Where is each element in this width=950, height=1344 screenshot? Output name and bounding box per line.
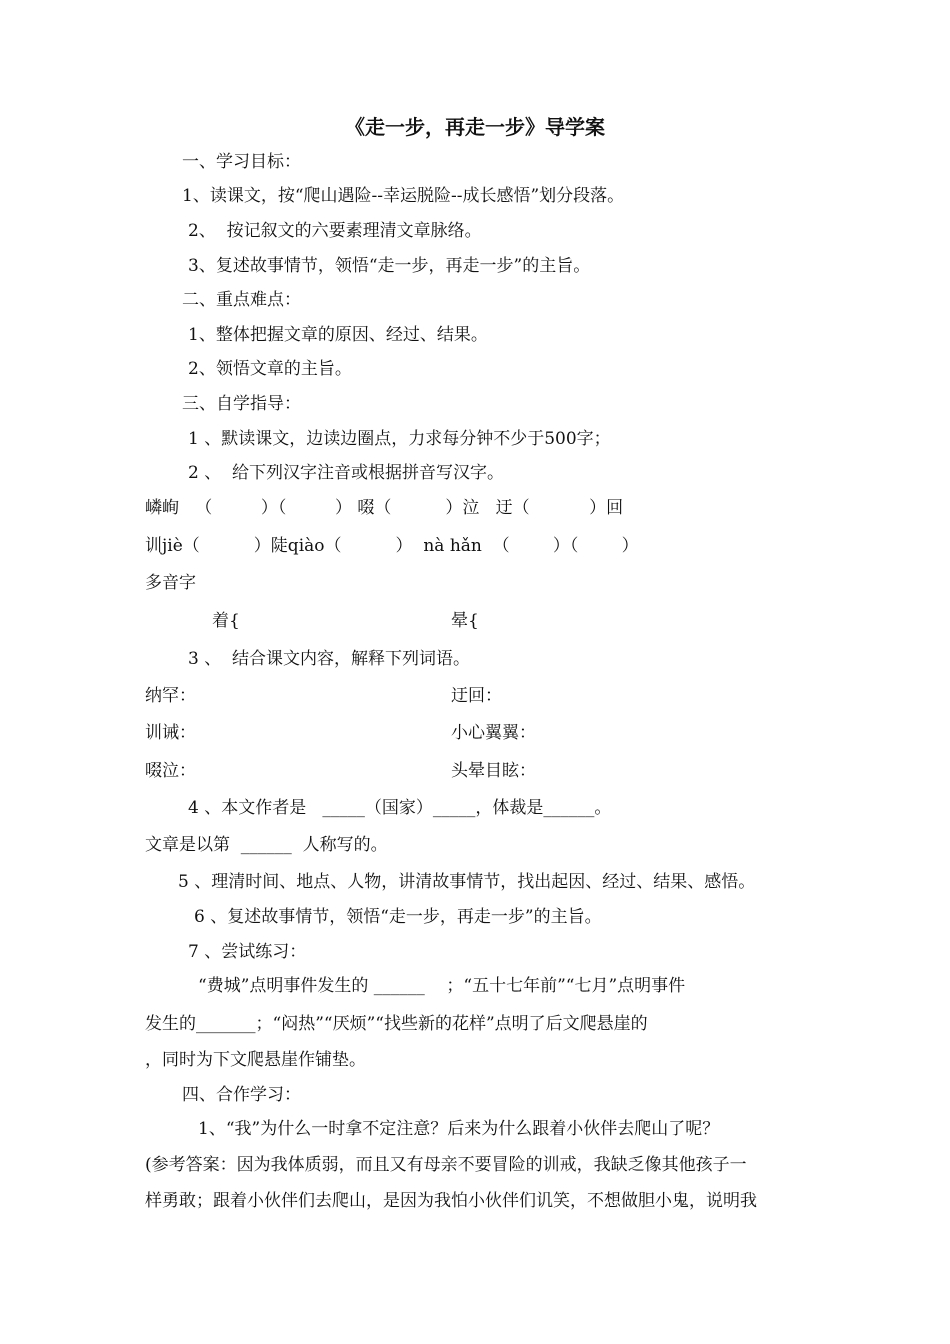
polyphone-item: 着{: [212, 611, 240, 631]
vocab-term: 纳罕：: [145, 686, 196, 706]
objective-item: 2、 按记叙文的六要素理清文章脉络。: [188, 221, 482, 241]
polyphone-item: 晕{: [451, 611, 479, 631]
key-point-item: 1、整体把握文章的原因、经过、结果。: [188, 325, 488, 345]
polyphone-label: 多音字: [145, 573, 196, 593]
guide-item-4: 4 、本文作者是 _____（国家）_____，体裁是______。: [188, 798, 612, 818]
answer-line: 样勇敢；跟着小伙伴们去爬山，是因为我怕小伙伴们讥笑，不想做胆小鬼，说明我: [145, 1191, 757, 1211]
answer-line: (参考答案：因为我体质弱，而且又有母亲不要冒险的训戒，我缺乏像其他孩子一: [145, 1155, 747, 1175]
guide-item-6: 6 、复述故事情节，领悟“走一步，再走一步”的主旨。: [194, 907, 602, 927]
pinyin-row-1: 嶙峋 （ ）（ ） 啜（ ）泣 迂（ ）回: [145, 498, 624, 518]
section-1-heading: 一、学习目标：: [182, 152, 301, 172]
practice-line: 发生的_______；“闷热”“厌烦”“找些新的花样”点明了后文爬悬崖的: [145, 1014, 648, 1034]
vocab-term: 迂回：: [451, 686, 502, 706]
practice-line: ，同时为下文爬悬崖作铺垫。: [145, 1050, 366, 1070]
guide-item-4-cont: 文章是以第 ______ 人称写的。: [145, 835, 388, 855]
guide-item-2: 2 、 给下列汉字注音或根据拼音写汉字。: [188, 463, 505, 483]
question-1: 1、“我”为什么一时拿不定注意？后来为什么跟着小伙伴去爬山了呢？: [198, 1119, 720, 1139]
guide-item-5: 5 、理清时间、地点、人物，讲清故事情节，找出起因、经过、结果、感悟。: [178, 872, 756, 892]
section-4-heading: 四、合作学习：: [182, 1085, 301, 1105]
guide-item-3: 3 、 结合课文内容，解释下列词语。: [188, 649, 471, 669]
section-3-heading: 三、自学指导：: [182, 394, 301, 414]
guide-item-1: 1 、默读课文，边读边圈点，力求每分钟不少于500字；: [188, 429, 611, 449]
objective-item: 1、读课文，按“爬山遇险--幸运脱险--成长感悟”划分段落。: [182, 186, 625, 206]
document-title: 《走一步，再走一步》导学案: [345, 115, 605, 139]
guide-item-7: 7 、尝试练习：: [188, 942, 307, 962]
section-2-heading: 二、重点难点：: [182, 290, 301, 310]
vocab-term: 小心翼翼：: [451, 723, 536, 743]
vocab-term: 头晕目眩：: [451, 761, 536, 781]
practice-line: “费城”点明事件发生的 ______ ；“五十七年前”“七月”点明事件: [198, 976, 686, 996]
vocab-term: 训诫：: [145, 723, 196, 743]
key-point-item: 2、领悟文章的主旨。: [188, 359, 352, 379]
vocab-term: 啜泣：: [145, 761, 196, 781]
objective-item: 3、复述故事情节，领悟“走一步，再走一步”的主旨。: [188, 256, 591, 276]
pinyin-row-2: 训jiè（ ）陡qiào（ ） nà hǎn （ ）（ ）: [145, 536, 639, 556]
